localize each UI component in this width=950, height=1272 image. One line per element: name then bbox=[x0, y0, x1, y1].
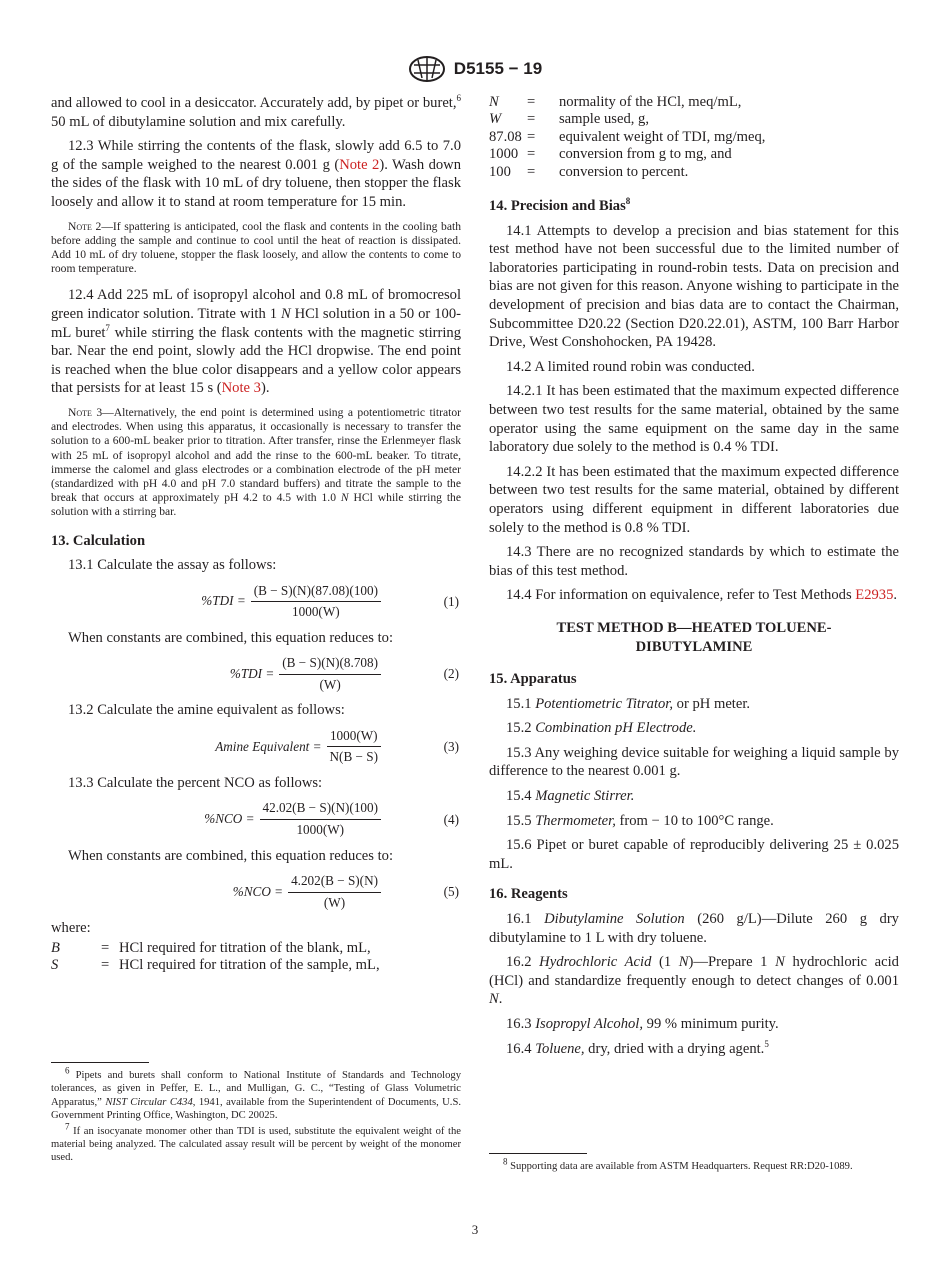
paragraph-15-1: 15.1 Potentiometric Titrator, or pH meter. bbox=[506, 695, 751, 712]
section-15-heading: 15. Apparatus bbox=[489, 671, 577, 688]
paragraph-13-2: 13.2 Calculate the amine equivalent as follows: bbox=[68, 702, 345, 719]
definition-list-left: B = HCl required for titration of the blank, mL, S = HCl required for titration of the sample, mL, bbox=[51, 939, 380, 974]
paragraph-14-3: 14.3 There are no recognized standards by which to estimate the bias of this test method. bbox=[489, 544, 899, 579]
footnote-rule bbox=[51, 1062, 149, 1063]
paragraph-16-4: 16.4 Toluene, dry, dried with a drying agent.$^5$ bbox=[506, 1038, 769, 1057]
section-16-heading: 16. Reagents bbox=[489, 886, 568, 903]
paragraph-reduce-2: When constants are combined, this equation reduces to: bbox=[68, 847, 394, 864]
footnote-8: $^8$ Supporting data are available from ASTM Headquarters. Request RR:D20-1089. bbox=[503, 1156, 853, 1172]
paragraph-14-4: 14.4 For information on equivalence, refer to Test Methods E2935. bbox=[506, 587, 898, 604]
paragraph-13-3: 13.3 Calculate the percent NCO as follows: bbox=[68, 774, 323, 791]
paragraph-14-2: 14.2 A limited round robin was conducted. bbox=[506, 358, 755, 375]
equation-3: Amine Equivalent = $\frac{1000(W)}{N(B - S)}$ (3) bbox=[215, 727, 459, 765]
paragraph-14-2-2: 14.2.2 It has been estimated that the maximum expected difference between two test results for the same material, obtained by different operators using different equipment in different laboratories due solely to the method is 0.8 % TDI. bbox=[489, 463, 899, 536]
paragraph-16-1: 16.1 Dibutylamine Solution (260 g/L)—Dilute 260 g dry dibutylamine to 1 L with dry toluene. bbox=[489, 911, 899, 946]
footnotes-right bbox=[489, 1153, 899, 1175]
footnote-7: $^7$ If an isocyanate monomer other than TDI is used, substitute the equivalent weight of the material being analyzed. The calculated assay result will be percent by weight of the monomer used. bbox=[51, 1121, 461, 1164]
footnote-rule bbox=[489, 1153, 587, 1154]
astm-logo-icon bbox=[408, 56, 446, 82]
note-3-link[interactable]: Note 3 bbox=[221, 380, 261, 397]
document-designation: D5155 − 19 bbox=[453, 59, 543, 78]
method-b-heading: TEST METHOD B—HEATED TOLUENE- DIBUTYLAMINE bbox=[556, 619, 832, 655]
page-number: 3 bbox=[471, 1222, 479, 1237]
left-column bbox=[51, 94, 461, 975]
page-header bbox=[0, 56, 950, 82]
note-2: Note 2—If spattering is anticipated, cool the flask and contents in the cooling bath before adding the sample and continue to cool until the heat of reaction is dissipated. Add 10 mL of dry toluene, stopper the flask loosely, and allow the contents to come to room temperature. bbox=[51, 219, 461, 276]
paragraph-12-3: 12.3 While stirring the contents of the flask, slowly add 6.5 to 7.0 g of the sample weighed to the nearest 0.001 g (Note 2). Wash down the sides of the flask with 10 mL of dry toluene, then stopper the flask loosely and allow it to stand at room temperature for 15 min. bbox=[51, 138, 462, 210]
paragraph-reduce-1: When constants are combined, this equation reduces to: bbox=[68, 629, 394, 646]
equation-2: %TDI = $\frac{(B - S)(N)(8.708)}{(W)}$ (2) bbox=[229, 655, 459, 692]
paragraph-15-6: 15.6 Pipet or buret capable of reproducibly delivering 25 ± 0.025 mL. bbox=[489, 837, 899, 872]
equation-4: %NCO = $\frac{42.02(B - S)(N)(100)}{1000(W)}$ (4) bbox=[204, 800, 459, 838]
equation-1: %TDI = $\frac{(B - S)(N)(87.08)(100)}{1000(W)}$ (1) bbox=[201, 582, 459, 620]
footnotes-left bbox=[51, 1062, 461, 1167]
equation-5: %NCO = $\frac{4.202(B - S)(N)}{(W)}$ (5) bbox=[232, 873, 459, 910]
note-2-link[interactable]: Note 2 bbox=[339, 156, 380, 173]
footnote-6: $^6$ Pipets and burets shall conform to National Institute of Standards and Technology tolerances, as given in Peffer, E. L., and Mulligan, G. C., “Testing of Glass Volumetric Apparatus,” NIST Circular C434, 1941, available from the Superintendent of Documents, U.S. Government Printing Office, Washington, DC 20025. bbox=[51, 1065, 461, 1122]
section-14-heading: 14. Precision and Bias$^8$ bbox=[489, 196, 631, 215]
e2935-link[interactable]: E2935 bbox=[855, 587, 894, 604]
paragraph-15-2: 15.2 Combination pH Electrode. bbox=[506, 720, 697, 737]
paragraph-15-4: 15.4 Magnetic Stirrer. bbox=[506, 788, 635, 805]
paragraph-15-3: 15.3 Any weighing device suitable for weighing a liquid sample by difference to the nearest 0.001 g. bbox=[489, 744, 899, 780]
where-label: where: bbox=[51, 920, 91, 937]
paragraph-12-4: 12.4 Add 225 mL of isopropyl alcohol and 0.8 mL of bromocresol green indicator solution. Titrate with 1 N HCl solution in a 50 or 100-mL buret$^7$ while stirring the flask contents with the magnetic stirring bar. Near the end point, slowly add the HCl dropwise. The end point is reached when the blue color disappears and a yellow color appears that persists for at least 15 s (Note 3). bbox=[51, 287, 461, 397]
note-3: Note 3—Alternatively, the end point is determined using a potentiometric titrator and electrodes. When using this apparatus, it occasionally is necessary to transfer the solution to a 600-mL beaker prior to titration. After transfer, rinse the Erlenmeyer flask with 25 mL of isopropyl alcohol and add the rinse to the 600-mL beaker. To titrate, immerse the calomel and glass electrodes or a combination electrode of the pH meter (standardized with pH 4.0 and pH 7.0 standard buffers) and titrate the sample to the break that occurs at approximately pH 4.2 to 4.5 with 1.0 N HCl while stirring the solution with a stirring bar. bbox=[51, 405, 461, 519]
paragraph-16-2: 16.2 Hydrochloric Acid (1 N)—Prepare 1 N hydrochloric acid (HCl) and standardize frequently enough to detect changes of 0.001 N. bbox=[489, 954, 899, 1008]
paragraph-14-1: 14.1 Attempts to develop a precision and bias statement for this test method have not been successful due to the limited number of laboratories participating in round-robin tests. Data on precision and bias are not given for this reason. Anyone wishing to participate in the development of precision and bias data are to contact the Chairman, Subcommittee D20.22 (Section D20.22.01), ASTM, 100 Barr Harbor Drive, West Conshohocken, PA 19428. bbox=[489, 222, 899, 351]
paragraph-16-3: 16.3 Isopropyl Alcohol, 99 % minimum purity. bbox=[506, 1016, 779, 1032]
paragraph-continuation: and allowed to cool in a desiccator. Accurately add, by pipet or buret,$^6$ 50 mL of dibutylamine solution and mix carefully. bbox=[51, 93, 461, 130]
paragraph-14-2-1: 14.2.1 It has been estimated that the maximum expected difference between two test results for the same material, obtained by the same operator using the same equipment on the same day in the same laboratory due solely to the method is 0.4 % TDI. bbox=[489, 383, 899, 456]
section-13-heading: 13. Calculation bbox=[51, 532, 146, 549]
paragraph-15-5: 15.5 Thermometer, from − 10 to 100°C range. bbox=[506, 812, 774, 829]
paragraph-13-1: 13.1 Calculate the assay as follows: bbox=[68, 557, 277, 574]
right-column bbox=[489, 94, 899, 1064]
definition-list-right: N = normality of the HCl, meq/mL, W = sample used, g, 87.08 = equivalent weight of TDI, mg/meq, 1000 = conversion from g to mg, and 100 = conversion to percent. bbox=[489, 94, 766, 180]
